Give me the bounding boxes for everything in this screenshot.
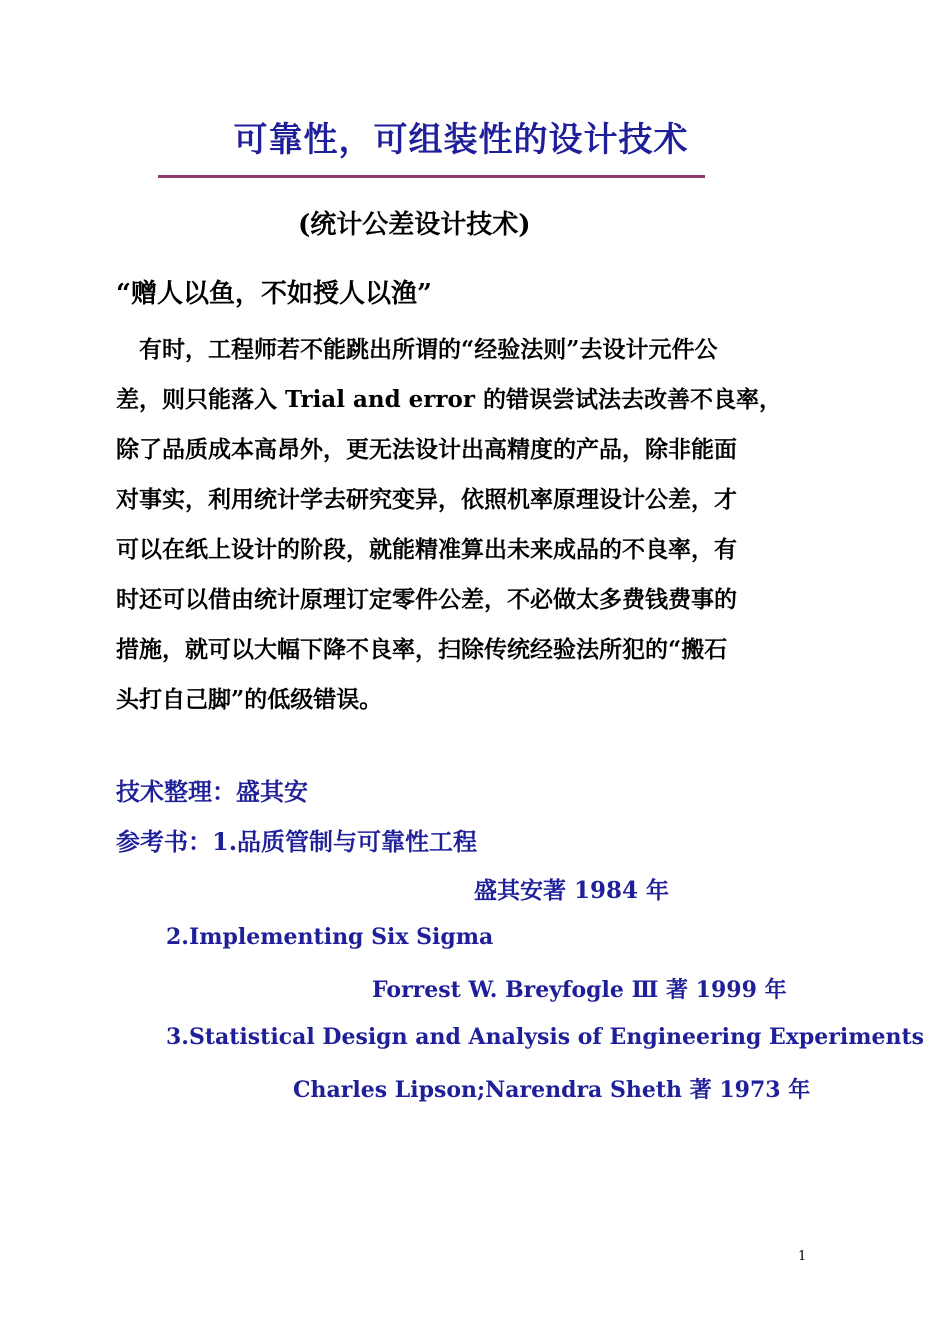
paragraph-line: 除了品质成本高昂外，更无法设计出高精度的产品，除非能面 (116, 436, 737, 463)
reference-3-title: 3.Statistical Design and Analysis of Engineering Experiments (166, 1024, 925, 1050)
paragraph-line: 头打自己脚”的低级错误。 (116, 686, 383, 713)
paragraph-line: 时还可以借由统计原理订定零件公差，不必做太多费钱费事的 (116, 586, 737, 613)
page-number: 1 (798, 1249, 807, 1264)
paragraph-line: 对事实，利用统计学去研究变异，依照机率原理设计公差，才 (116, 486, 737, 513)
proverb-quote: “赠人以鱼，不如授人以渔” (116, 279, 432, 309)
reference-label: 参考书：1.品质管制与可靠性工程 (116, 827, 478, 856)
paragraph-line: 措施，就可以大幅下降不良率，扫除传统经验法所犯的“搬石 (116, 636, 728, 663)
body-paragraph (116, 325, 816, 725)
reference-2-title: 2.Implementing Six Sigma (166, 924, 494, 950)
title-underline (158, 175, 705, 178)
credit-line: 技术整理：盛其安 (116, 777, 308, 806)
reference-1-author: 盛其安著 1984 年 (474, 877, 670, 904)
paragraph-line: 差，则只能落入 Trial and error 的错误尝试法去改善不良率， (116, 386, 783, 413)
reference-3-author: Charles Lipson;Narendra Sheth 著 1973 年 (293, 1077, 811, 1103)
document-subtitle: (统计公差设计技术) (298, 210, 531, 240)
paragraph-line: 有时，工程师若不能跳出所谓的“经验法则”去设计元件公 (116, 336, 718, 363)
reference-2-author: Forrest W. Breyfogle Ⅲ 著 1999 年 (372, 977, 787, 1003)
document-title: 可靠性，可组装性的设计技术 (233, 120, 689, 160)
paragraph-line: 可以在纸上设计的阶段，就能精准算出未来成品的不良率，有 (116, 536, 737, 563)
